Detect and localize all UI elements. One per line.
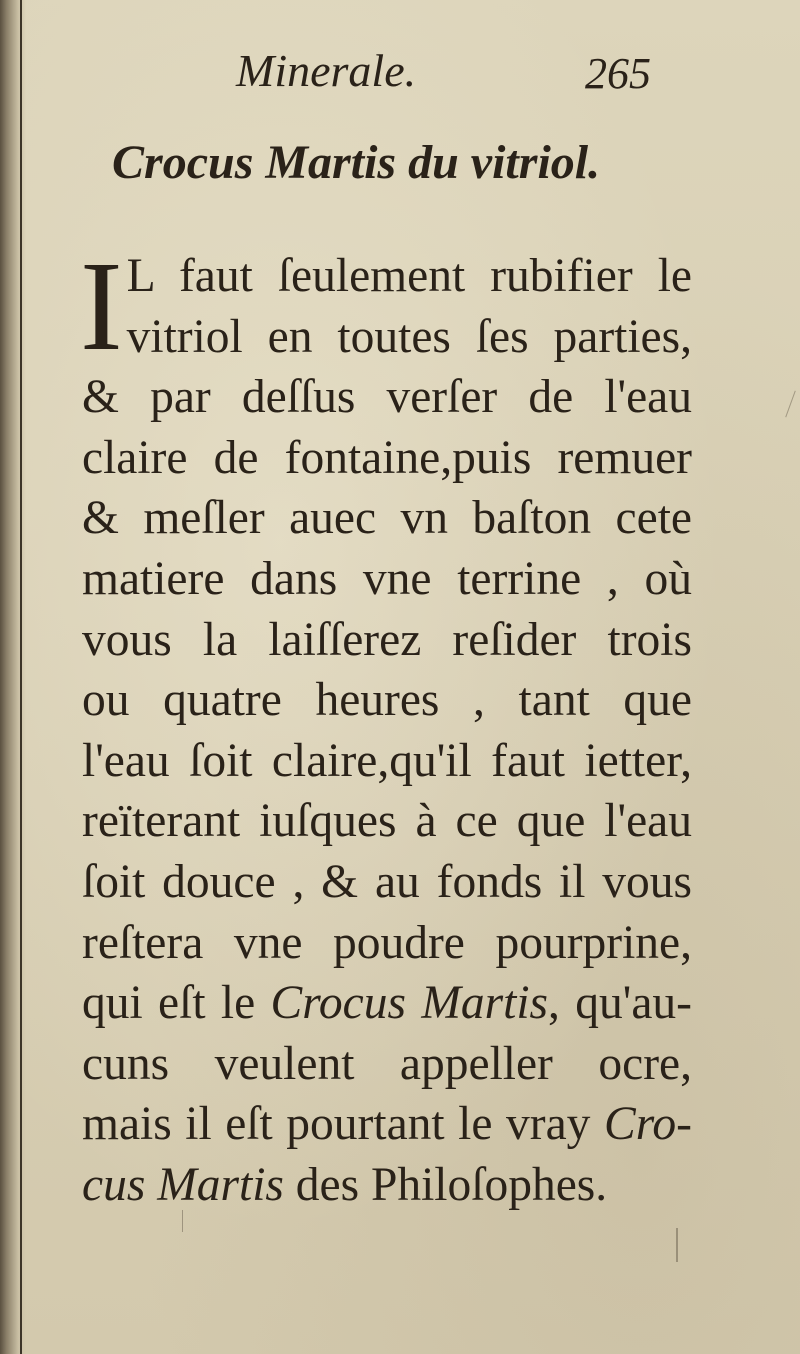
paper-speck bbox=[182, 1210, 183, 1232]
text-line-7: vous la laiſſerez reſider trois bbox=[82, 613, 692, 666]
text-line-13-start: qui eſt le bbox=[82, 977, 271, 1030]
crocus-martis-term: Crocus Martis bbox=[270, 977, 549, 1030]
text-line-13 bbox=[82, 973, 692, 1034]
cus-martis-term: cus Martis bbox=[82, 1158, 284, 1211]
text-line-13-end: , qu'au- bbox=[548, 977, 692, 1030]
paper-speck bbox=[785, 391, 796, 418]
chapter-title: Crocus Martis du vitriol. bbox=[112, 136, 601, 189]
text-line-12: reſtera vne poudre pourprine, bbox=[82, 916, 692, 969]
page-header bbox=[0, 38, 800, 108]
drop-cap: I bbox=[80, 235, 123, 377]
binding-shadow bbox=[0, 0, 26, 1354]
page-number: 265 bbox=[585, 49, 651, 98]
running-title: Minerale. bbox=[236, 45, 417, 96]
text-line-14: cuns veulent appeller ocre, bbox=[82, 1037, 692, 1090]
text-line-4: claire de fontaine,puis remuer bbox=[82, 431, 692, 484]
text-line-16-end: des Philoſophes. bbox=[283, 1158, 608, 1211]
text-line-10: reïterant iuſques à ce que l'eau bbox=[82, 795, 692, 848]
crocus-term-hyphenated: Cro- bbox=[604, 1098, 692, 1151]
text-line-5: & meſler auec vn baſton cete bbox=[82, 492, 692, 545]
paper-speck bbox=[676, 1228, 678, 1262]
text-line-9: l'eau ſoit claire,qu'il faut ietter, bbox=[82, 734, 692, 787]
text-line-15-start: mais il eſt pourtant le vray bbox=[82, 1098, 605, 1151]
binding-edge-line bbox=[20, 0, 22, 1354]
text-line-6: matiere dans vne terrine , où bbox=[82, 552, 692, 605]
text-line-8: ou quatre heures , tant que bbox=[82, 674, 692, 727]
text-line-15 bbox=[82, 1094, 692, 1155]
body-paragraph bbox=[80, 235, 692, 1216]
text-line-3: & par deſſus verſer de l'eau bbox=[82, 371, 692, 424]
text-line-11: ſoit douce , & au fonds il vous bbox=[82, 855, 692, 908]
text-line-2: vitriol en toutes ſes parties, bbox=[126, 310, 692, 363]
text-line-16 bbox=[82, 1155, 692, 1216]
text-line-1: L faut ſeulement rubifier le bbox=[126, 250, 692, 302]
